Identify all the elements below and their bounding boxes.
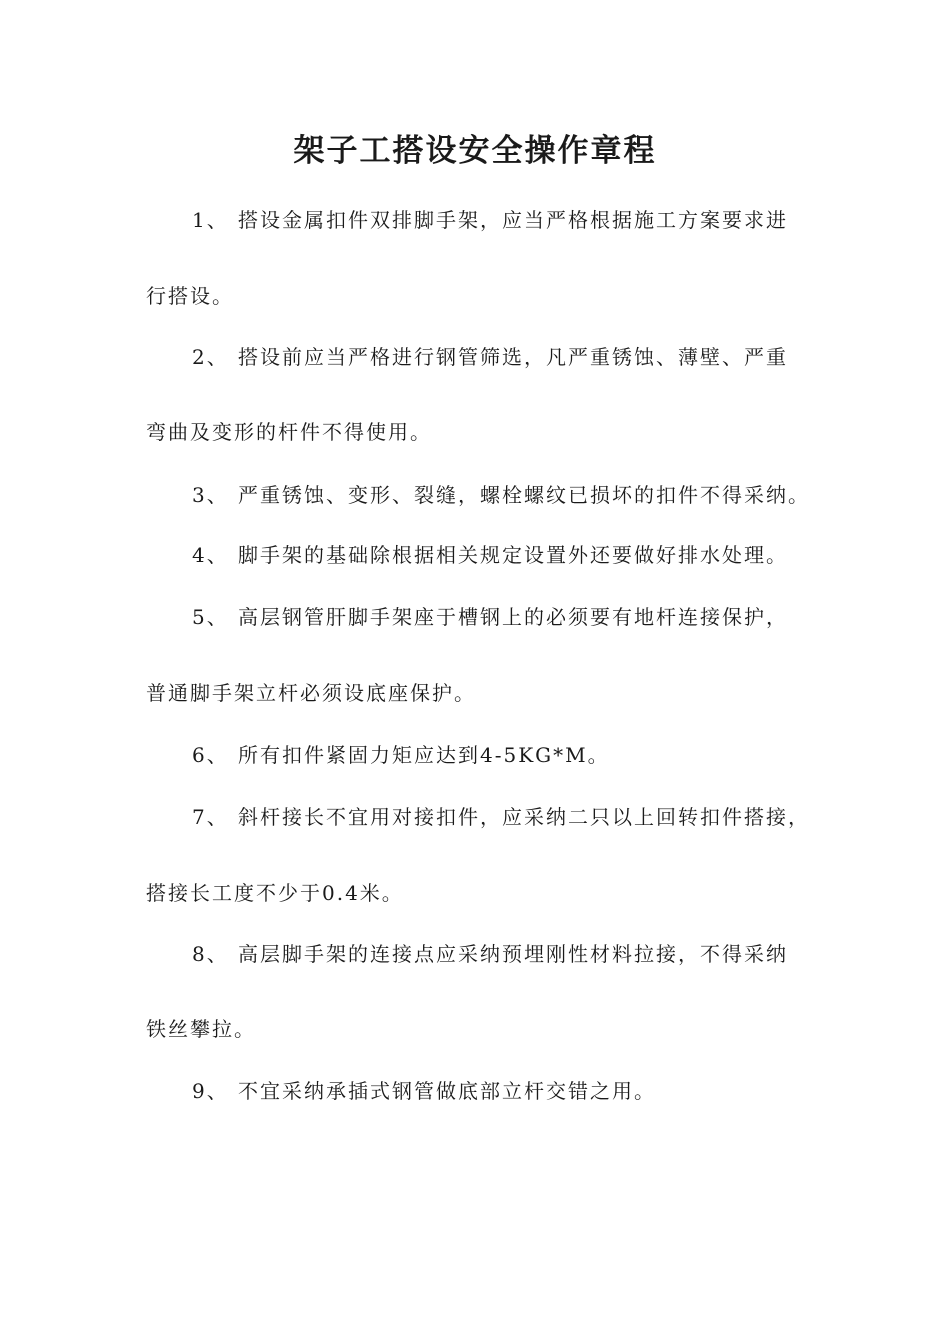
- item-6-text: 所有扣件紧固力矩应达到4-5KG*M。: [238, 743, 610, 767]
- item-9-number: 9、: [192, 1079, 229, 1103]
- item-1-line-2: 行搭设。: [146, 284, 234, 308]
- item-1-number: 1、: [192, 208, 229, 232]
- item-9-text: 不宜采纳承插式钢管做底部立杆交错之用。: [238, 1079, 656, 1103]
- item-8-number: 8、: [192, 942, 229, 966]
- item-6-line-1: [192, 741, 610, 769]
- item-4-text: 脚手架的基础除根据相关规定设置外还要做好排水处理。: [238, 543, 788, 567]
- item-5-line-2: 普通脚手架立杆必须设底座保护。: [146, 681, 476, 705]
- item-2-line-2: 弯曲及变形的杆件不得使用。: [146, 420, 432, 444]
- item-8-text: 高层脚手架的连接点应采纳预埋刚性材料拉接，不得采纳: [238, 942, 788, 966]
- item-3-number: 3、: [192, 483, 229, 507]
- item-9-line-1: [192, 1077, 656, 1105]
- item-6-number: 6、: [192, 743, 229, 767]
- item-2-number: 2、: [192, 345, 229, 369]
- item-2-text: 搭设前应当严格进行钢管筛选，凡严重锈蚀、薄壁、严重: [238, 345, 788, 369]
- item-5-line-1: [192, 603, 788, 631]
- item-4-line-1: [192, 541, 788, 569]
- item-3-line-1: [192, 481, 810, 509]
- item-7-number: 7、: [192, 805, 229, 829]
- item-8-line-2: 铁丝攀拉。: [146, 1017, 256, 1041]
- item-7-text: 斜杆接长不宜用对接扣件，应采纳二只以上回转扣件搭接，: [238, 805, 810, 829]
- item-1-line-1: [192, 206, 788, 234]
- item-5-number: 5、: [192, 605, 229, 629]
- item-7-line-2: 搭接长工度不少于0.4米。: [146, 881, 404, 905]
- item-8-line-1: [192, 940, 788, 968]
- document-title: 架子工搭设安全操作章程: [293, 133, 657, 169]
- item-1-text: 搭设金属扣件双排脚手架，应当严格根据施工方案要求进: [238, 208, 788, 232]
- item-5-text: 高层钢管肝脚手架座于槽钢上的必须要有地杆连接保护，: [238, 605, 788, 629]
- item-7-line-1: [192, 803, 810, 831]
- item-3-text: 严重锈蚀、变形、裂缝，螺栓螺纹已损坏的扣件不得采纳。: [238, 483, 810, 507]
- item-2-line-1: [192, 343, 788, 371]
- item-4-number: 4、: [192, 543, 229, 567]
